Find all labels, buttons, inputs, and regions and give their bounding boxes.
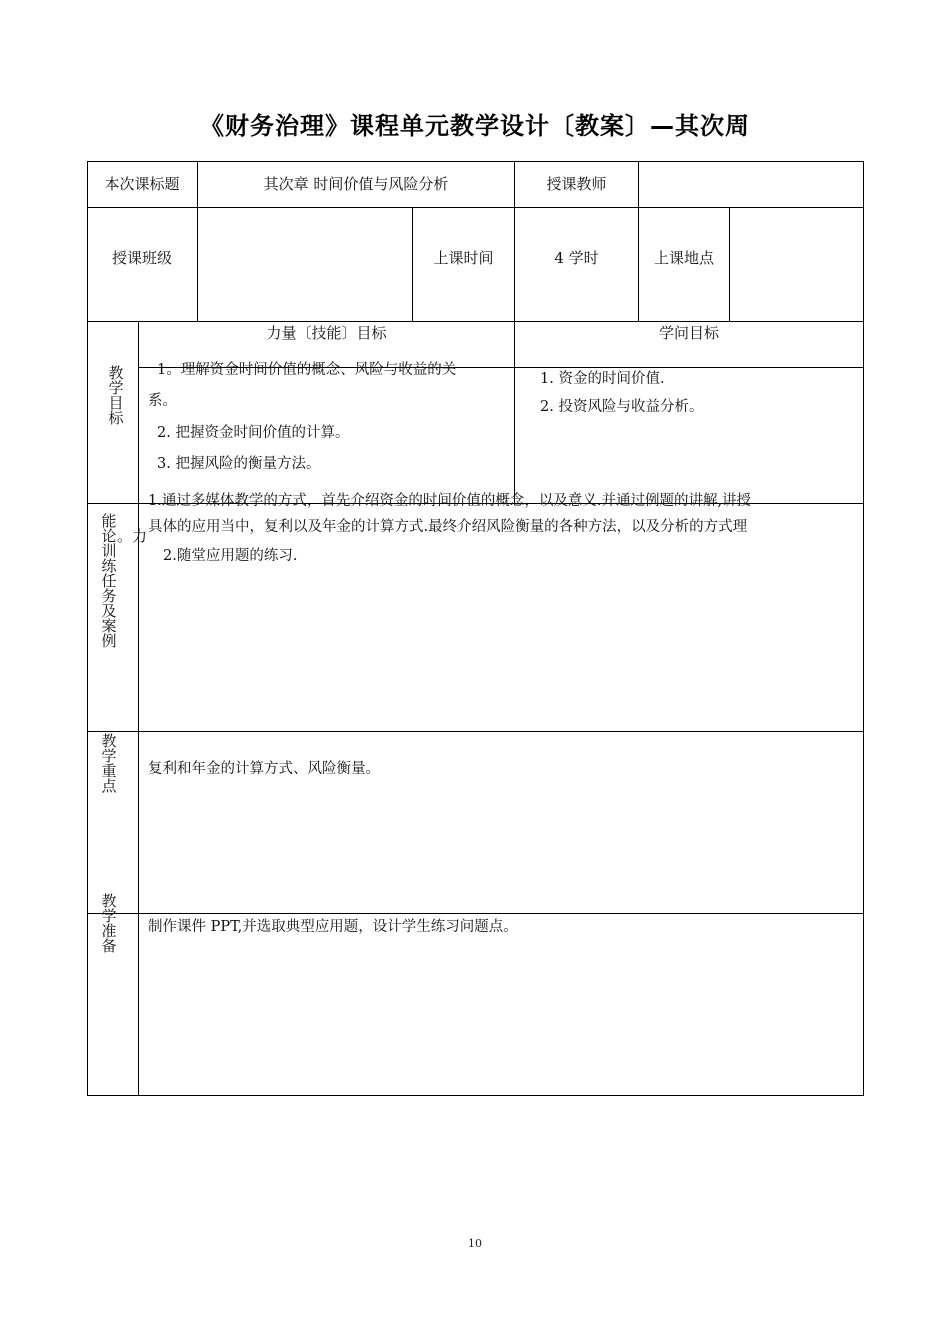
place-label: 上课地点 [653, 249, 714, 267]
key-points-text: 复利和年金的计算方式、风险衡量。 [148, 761, 380, 777]
skill-item: 1。理解资金时间价值的概念、风险与收益的关 [157, 362, 457, 378]
knowledge-item: 1. 资金的时间价值. [540, 371, 665, 387]
topic-label: 本次课标题 [104, 175, 180, 193]
skill-item: 2. 把握资金时间价值的计算。 [157, 425, 350, 441]
time-value: 4 学时 [554, 249, 599, 267]
task-line: 1.通过多媒体教学的方式，首先介绍资金的时间价值的概念，以及意义.并通过例题的讲解,讲授 [148, 493, 752, 509]
skill-objectives-header: 力量〔技能〕目标 [266, 324, 387, 342]
topic-value: 其次章 时间价值与风险分析 [263, 175, 449, 193]
objectives-side-label: 教 学 目 标 [108, 364, 124, 427]
class-label: 授课班级 [111, 249, 172, 267]
task-line: 2.随堂应用题的练习. [163, 548, 298, 564]
page-title: 《财务治理》课程单元教学设计〔教案〕—其次周 [200, 112, 750, 140]
time-label: 上课时间 [433, 249, 494, 267]
page-number: 10 [468, 1237, 482, 1250]
tasks-stray-marks: 。力 [117, 527, 148, 545]
skill-item: 3. 把握风险的衡量方法。 [157, 456, 321, 472]
knowledge-objectives-header: 学问目标 [658, 324, 719, 342]
key-points-side-label: 教 学 重 点 [101, 732, 117, 795]
tasks-side-label: 能 论 训 练 任 务 及 案 例 [101, 512, 117, 650]
skill-item: 系。 [148, 393, 177, 409]
preparation-side-label: 教 学 准 备 [101, 892, 117, 955]
knowledge-item: 2. 投资风险与收益分析。 [540, 399, 704, 415]
teacher-label: 授课教师 [546, 175, 607, 193]
preparation-text: 制作课件 PPT,并选取典型应用题，设计学生练习问题点。 [148, 919, 518, 935]
task-line: 具体的应用当中，复利以及年金的计算方式.最终介绍风险衡量的各种方法，以及分析的方式理 [148, 519, 748, 535]
